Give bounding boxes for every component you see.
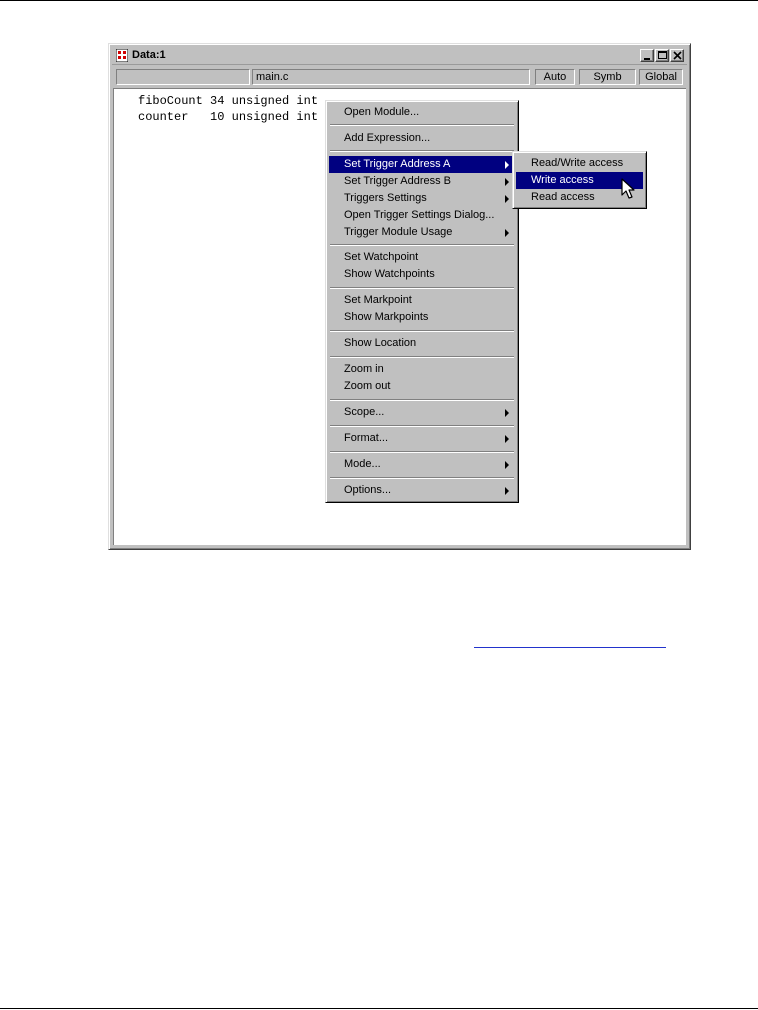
submenu-arrow-icon [505,178,509,186]
menu-item-format[interactable] [329,430,515,447]
menu-item-zoom-in[interactable]: Zoom in [344,363,384,375]
menu-item-add-expression[interactable]: Add Expression... [344,132,431,144]
status-field-blank [116,69,250,85]
menu-item-set-markpoint[interactable]: Set Markpoint [344,294,412,306]
data-window-icon [116,49,128,62]
menu-item-zoom-out[interactable]: Zoom out [344,380,391,392]
menu-item-scope[interactable] [329,404,515,421]
submenu-arrow-icon [505,461,509,469]
menu-item-show-markpoints[interactable]: Show Markpoints [344,311,429,323]
menu-separator [330,330,514,332]
global-button[interactable]: Global [639,69,683,85]
menu-separator [330,124,514,126]
minimize-icon [641,50,655,63]
submenu-arrow-icon [505,195,509,203]
menu-separator [330,451,514,453]
bottom-page-rule [0,1008,758,1009]
menu-separator [330,356,514,358]
submenu-item-read-access[interactable]: Read access [531,191,595,203]
menu-separator [330,477,514,479]
menu-separator [330,399,514,401]
menu-item-trigger-module-usage[interactable] [329,224,515,241]
menu-item-show-watchpoints[interactable]: Show Watchpoints [344,268,435,280]
menu-item-open-trigger-settings-dialog[interactable]: Open Trigger Settings Dialog... [344,209,495,221]
menu-item-set-trigger-address-b[interactable] [329,173,515,190]
menu-separator [330,244,514,246]
symb-button[interactable]: Symb [579,69,636,85]
menu-item-label: Set Trigger Address A [344,158,451,170]
submenu-item-write-access[interactable]: Write access [516,172,643,189]
menu-item-options[interactable] [329,482,515,499]
menu-item-label: Trigger Module Usage [344,226,453,238]
menu-item-label: Triggers Settings [344,192,427,204]
menu-item-set-trigger-address-a[interactable] [329,156,515,173]
menu-separator [330,425,514,427]
menu-item-label: Scope... [344,406,385,418]
menu-item-label: Mode... [344,458,381,470]
menu-item-mode[interactable] [329,456,515,473]
module-field[interactable]: main.c [252,69,530,85]
hyperlink-underline[interactable] [474,647,666,648]
close-icon [671,50,685,63]
variable-row-counter[interactable]: counter 10 unsigned int [138,110,319,124]
submenu-item-read-write-access[interactable]: Read/Write access [531,157,624,169]
menu-separator [330,150,514,152]
window-titlebar[interactable] [112,47,687,65]
context-menu [325,100,519,503]
variable-row-fibocount[interactable]: fiboCount 34 unsigned int [138,94,319,108]
maximize-button[interactable] [655,49,669,62]
menu-item-label: Options... [344,484,392,496]
submenu-arrow-icon [505,435,509,443]
menu-item-set-watchpoint[interactable]: Set Watchpoint [344,251,419,263]
menu-item-label: Format... [344,432,389,444]
menu-separator [330,287,514,289]
menu-item-show-location[interactable]: Show Location [344,337,417,349]
menu-item-open-module[interactable]: Open Module... [344,106,420,118]
submenu-arrow-icon [505,487,509,495]
submenu-arrow-icon [505,229,509,237]
submenu-arrow-icon [505,161,509,169]
close-button[interactable] [670,49,684,62]
submenu-arrow-icon [505,409,509,417]
maximize-icon [656,50,670,63]
auto-button[interactable]: Auto [535,69,575,85]
minimize-button[interactable] [640,49,654,62]
mouse-pointer-icon [621,178,637,200]
window-title: Data:1 [132,49,166,61]
menu-item-label: Set Trigger Address B [344,175,451,187]
top-page-rule [0,0,758,1]
menu-item-triggers-settings[interactable] [329,190,515,207]
